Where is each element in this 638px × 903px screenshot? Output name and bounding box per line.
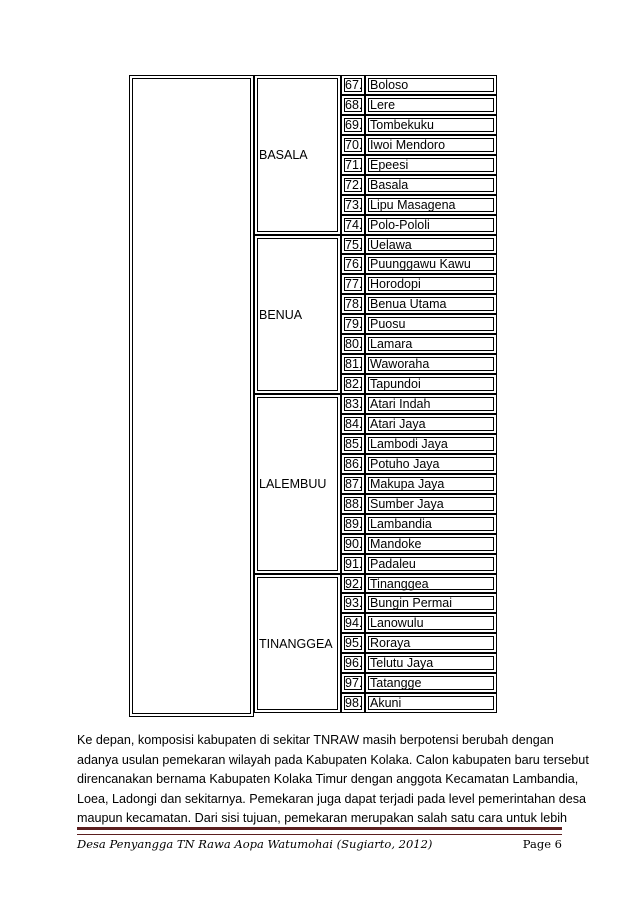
footer-divider	[77, 827, 562, 835]
table-number-cell	[341, 633, 365, 653]
table-village-cell	[365, 693, 497, 713]
table-village-cell	[365, 673, 497, 693]
table-village-cell	[365, 434, 497, 454]
table-number-cell	[341, 514, 365, 534]
village-number: 72.	[345, 178, 363, 192]
table-number-cell	[341, 115, 365, 135]
table-number-cell	[341, 673, 365, 693]
village-name: Potuho Jaya	[370, 457, 440, 471]
table-village-cell	[365, 294, 497, 314]
table-number-cell	[341, 254, 365, 274]
village-name: Tapundoi	[370, 377, 421, 391]
village-table	[129, 75, 497, 717]
village-name: Epeesi	[370, 158, 409, 172]
table-village-cell	[365, 354, 497, 374]
table-number-cell	[341, 235, 365, 254]
table-number-cell	[341, 135, 365, 155]
table-number-cell	[341, 534, 365, 554]
paragraph-line: maupun kecamatan. Dari sisi tujuan, pemekaran merupakan salah satu cara untuk lebih	[77, 811, 568, 826]
subdistrict-name: BENUA	[259, 307, 303, 322]
village-name: Padaleu	[370, 557, 416, 571]
table-village-cell	[365, 653, 497, 673]
table-number-cell	[341, 474, 365, 494]
table-number-cell	[341, 294, 365, 314]
table-number-cell	[341, 314, 365, 334]
table-number-cell	[341, 274, 365, 294]
table-village-cell	[365, 534, 497, 554]
paragraph-line: adanya usulan pemekaran wilayah pada Kabupaten Kolaka. Calon kabupaten baru tersebut	[77, 752, 589, 767]
village-number: 84.	[345, 417, 363, 431]
village-number: 70.	[345, 138, 363, 152]
table-number-cell	[341, 195, 365, 215]
village-number: 71.	[345, 158, 363, 172]
village-number: 90.	[345, 537, 363, 551]
village-number: 88.	[345, 497, 363, 511]
village-number: 94.	[345, 616, 363, 630]
table-village-cell	[365, 374, 497, 394]
table-village-cell	[365, 95, 497, 115]
table-village-cell	[365, 394, 497, 414]
village-name: Atari Indah	[370, 397, 431, 411]
village-number: 83.	[345, 397, 363, 411]
table-number-cell	[341, 354, 365, 374]
village-number: 98.	[345, 696, 363, 710]
table-village-cell	[365, 613, 497, 633]
village-number: 74.	[345, 218, 363, 232]
village-name: Lipu Masagena	[370, 198, 456, 212]
village-name: Puosu	[370, 317, 406, 331]
village-name: Atari Jaya	[370, 417, 426, 431]
table-number-cell	[341, 414, 365, 434]
village-number: 81.	[345, 357, 363, 371]
village-name: Tatangge	[370, 676, 422, 690]
village-number: 97.	[345, 676, 363, 690]
village-number: 77.	[345, 277, 363, 291]
village-name: Lere	[370, 98, 396, 112]
table-subdistrict-cell	[254, 394, 341, 574]
table-number-cell	[341, 454, 365, 474]
table-village-cell	[365, 215, 497, 235]
table-number-cell	[341, 574, 365, 593]
village-name: Tinanggea	[370, 576, 429, 591]
table-village-cell	[365, 334, 497, 354]
table-village-cell	[365, 414, 497, 434]
table-village-cell	[365, 574, 497, 593]
table-number-cell	[341, 593, 365, 613]
table-village-cell	[365, 75, 497, 95]
page-number: Page 6	[522, 837, 562, 851]
village-number: 86.	[345, 457, 363, 471]
village-name: Akuni	[370, 696, 402, 710]
village-number: 95.	[345, 636, 363, 650]
village-number: 67.	[345, 78, 363, 92]
table-number-cell	[341, 215, 365, 235]
village-name: Horodopi	[370, 277, 421, 291]
table-number-cell	[341, 554, 365, 574]
village-number: 82.	[345, 377, 363, 391]
table-number-cell	[341, 693, 365, 713]
subdistrict-name: LALEMBUU	[259, 477, 327, 491]
table-village-cell	[365, 254, 497, 274]
table-number-cell	[341, 394, 365, 414]
table-village-cell	[365, 155, 497, 175]
table-village-cell	[365, 314, 497, 334]
table-number-cell	[341, 75, 365, 95]
table-village-cell	[365, 514, 497, 534]
table-village-cell	[365, 474, 497, 494]
village-number: 75.	[345, 237, 363, 252]
body-paragraph	[77, 731, 589, 829]
table-subdistrict-cell	[254, 574, 341, 713]
village-number: 91.	[345, 557, 363, 571]
village-name: Mandoke	[370, 537, 422, 551]
village-name: Roraya	[370, 636, 411, 650]
table-district-cell	[129, 75, 254, 717]
village-name: Lanowulu	[370, 616, 424, 630]
table-village-cell	[365, 593, 497, 613]
table-number-cell	[341, 175, 365, 195]
table-village-cell	[365, 554, 497, 574]
table-subdistrict-cell	[254, 75, 341, 235]
village-name: Benua Utama	[370, 297, 447, 311]
paragraph-line: Ke depan, komposisi kabupaten di sekitar TNRAW masih berpotensi berubah dengan	[77, 733, 554, 747]
table-number-cell	[341, 155, 365, 175]
village-name: Lambodi Jaya	[370, 437, 448, 451]
footer-citation: Desa Penyangga TN Rawa Aopa Watumohai (Sugiarto, 2012)	[77, 837, 433, 851]
village-name: Basala	[370, 178, 409, 192]
village-name: Lambandia	[370, 517, 432, 531]
subdistrict-name: BASALA	[259, 148, 308, 162]
village-number: 89.	[345, 517, 363, 531]
table-number-cell	[341, 95, 365, 115]
village-number: 79.	[345, 317, 363, 331]
table-village-cell	[365, 195, 497, 215]
village-number: 73.	[345, 198, 363, 212]
village-name: Iwoi Mendoro	[370, 138, 446, 152]
village-number: 92.	[345, 576, 363, 591]
table-number-cell	[341, 374, 365, 394]
paragraph-line: Loea, Ladongi dan sekitarnya. Pemekaran juga dapat terjadi pada level pemerintahan desa	[77, 791, 587, 806]
table-village-cell	[365, 175, 497, 195]
village-number: 68.	[345, 98, 363, 112]
table-village-cell	[365, 135, 497, 155]
village-number: 80.	[345, 337, 363, 351]
table-village-cell	[365, 633, 497, 653]
table-number-cell	[341, 613, 365, 633]
village-name: Puunggawu Kawu	[370, 257, 471, 271]
village-name: Tombekuku	[370, 118, 434, 132]
village-name: Polo-Pololi	[370, 218, 430, 232]
table-number-cell	[341, 434, 365, 454]
village-number: 93.	[345, 596, 363, 610]
table-subdistrict-cell	[254, 235, 341, 394]
village-name: Bungin Permai	[370, 596, 452, 610]
table-number-cell	[341, 494, 365, 514]
subdistrict-name: TINANGGEA	[259, 636, 333, 651]
table-village-cell	[365, 274, 497, 294]
village-number: 78.	[345, 297, 363, 311]
table-village-cell	[365, 235, 497, 254]
village-name: Boloso	[370, 78, 409, 92]
village-name: Waworaha	[370, 357, 430, 371]
village-number: 76.	[345, 257, 363, 271]
table-village-cell	[365, 494, 497, 514]
village-name: Uelawa	[370, 237, 412, 252]
table-village-cell	[365, 115, 497, 135]
table-village-cell	[365, 454, 497, 474]
village-name: Sumber Jaya	[370, 497, 444, 511]
village-number: 69.	[345, 118, 363, 132]
village-name: Makupa Jaya	[370, 477, 445, 491]
village-number: 96.	[345, 656, 363, 670]
paragraph-line: direncanakan bernama Kabupaten Kolaka Timur dengan anggota Kecamatan Lambandia,	[77, 772, 579, 787]
table-number-cell	[341, 653, 365, 673]
village-number: 85.	[345, 437, 363, 451]
village-number: 87.	[345, 477, 363, 491]
village-name: Lamara	[370, 337, 413, 351]
table-number-cell	[341, 334, 365, 354]
village-name: Telutu Jaya	[370, 656, 434, 670]
